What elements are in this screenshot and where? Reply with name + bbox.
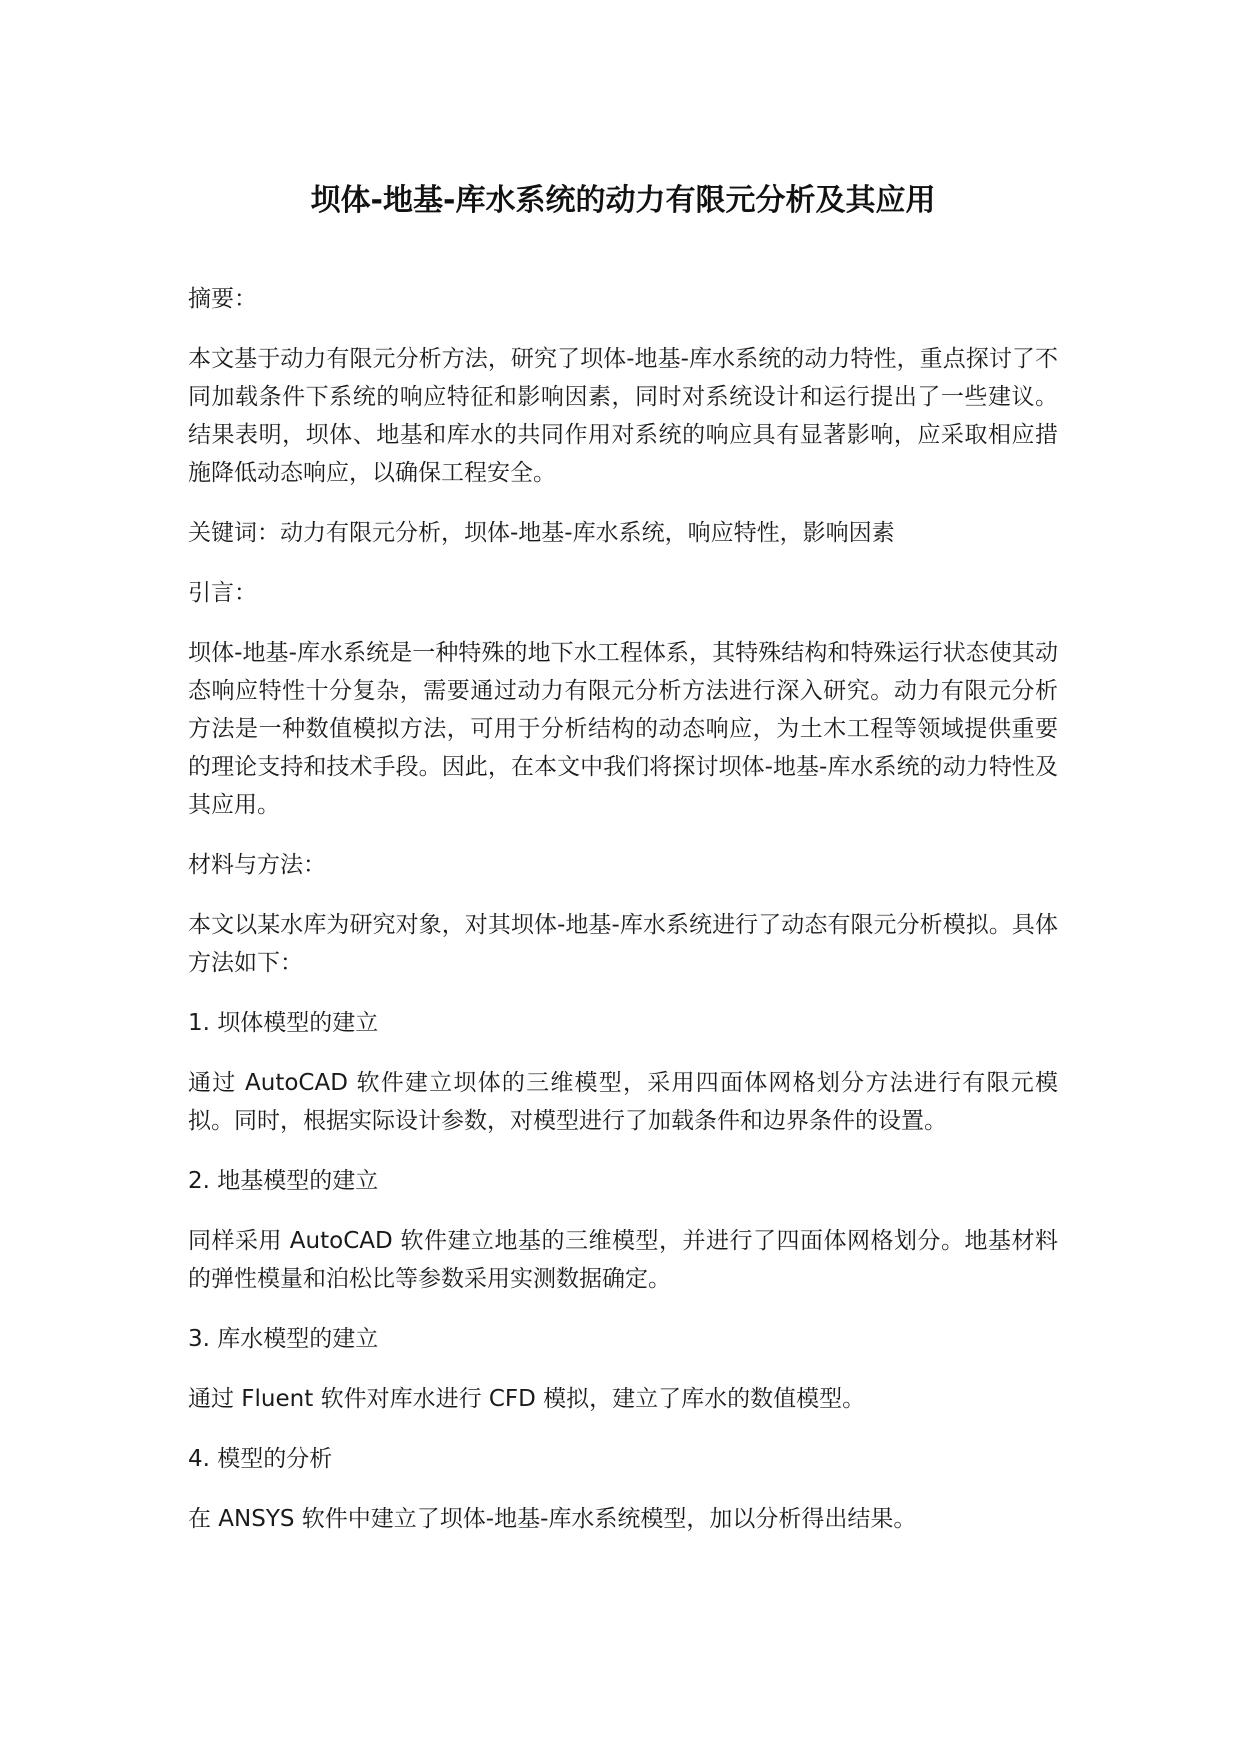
step-1-text: 通过 AutoCAD 软件建立坝体的三维模型，采用四面体网格划分方法进行有限元模拟。同时，根据实际设计参数，对模型进行了加载条件和边界条件的设置。 [188,1070,1058,1134]
step-2-heading: 2. 地基模型的建立 [188,1168,379,1194]
document-title: 坝体-地基-库水系统的动力有限元分析及其应用 [310,183,936,218]
step-1-heading: 1. 坝体模型的建立 [188,1010,379,1036]
document-body [188,280,1058,1538]
step-3-text: 通过 Fluent 软件对库水进行 CFD 模拟，建立了库水的数值模型。 [188,1386,866,1412]
methods-heading: 材料与方法： [188,852,326,878]
abstract-heading: 摘要： [188,286,257,312]
methods-intro: 本文以某水库为研究对象，对其坝体-地基-库水系统进行了动态有限元分析模拟。具体方法如下： [188,912,1058,976]
keywords: 关键词：动力有限元分析，坝体-地基-库水系统，响应特性，影响因素 [188,520,895,546]
abstract-text: 本文基于动力有限元分析方法，研究了坝体-地基-库水系统的动力特性，重点探讨了不同加载条件下系统的响应特征和影响因素，同时对系统设计和运行提出了一些建议。结果表明，坝体、地基和库水的共同作用对系统的响应具有显著影响，应采取相应措施降低动态响应，以确保工程安全。 [188,346,1058,486]
introduction-heading: 引言： [188,580,257,606]
step-3-heading: 3. 库水模型的建立 [188,1326,379,1352]
step-2-text: 同样采用 AutoCAD 软件建立地基的三维模型，并进行了四面体网格划分。地基材料的弹性模量和泊松比等参数采用实测数据确定。 [188,1228,1058,1292]
introduction-text: 坝体-地基-库水系统是一种特殊的地下水工程体系，其特殊结构和特殊运行状态使其动态响应特性十分复杂，需要通过动力有限元分析方法进行深入研究。动力有限元分析方法是一种数值模拟方法，可用于分析结构的动态响应，为土木工程等领域提供重要的理论支持和技术手段。因此，在本文中我们将探讨坝体-地基-库水系统的动力特性及其应用。 [188,640,1058,818]
step-4-text: 在 ANSYS 软件中建立了坝体-地基-库水系统模型，加以分析得出结果。 [188,1506,917,1532]
step-4-heading: 4. 模型的分析 [188,1446,333,1472]
